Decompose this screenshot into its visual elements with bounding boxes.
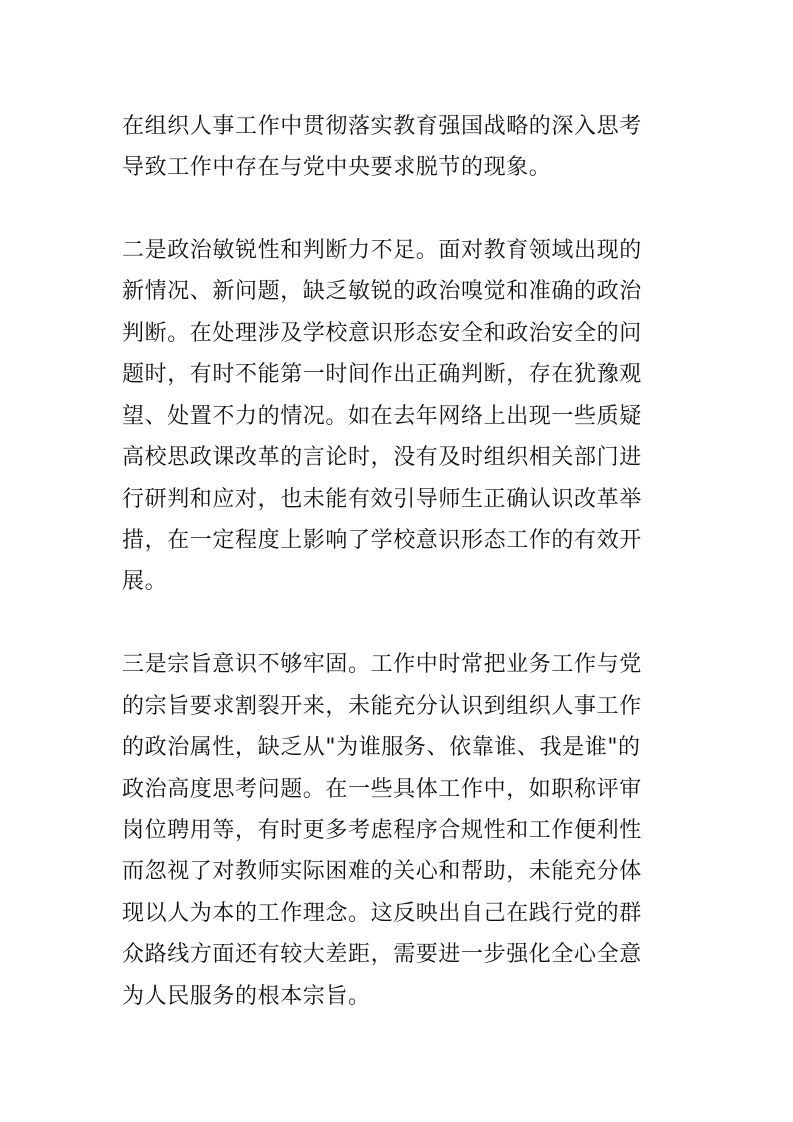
text-line: 行研判和应对，也未能有效引导师生正确认识改革举 (122, 487, 642, 512)
text-line: 二是政治敏锐性和判断力不足。面对教育领域出现的 (122, 238, 642, 263)
text-line: 现以人为本的工作理念。这反映出自己在践行党的群 (122, 901, 642, 926)
text-line: 政治高度思考问题。在一些具体工作中，如职称评审 (122, 777, 642, 802)
text-line: 导致工作中存在与党中央要求脱节的现象。 (122, 155, 552, 180)
text-line: 题时，有时不能第一时间作出正确判断，存在犹豫观 (122, 362, 642, 387)
text-line: 的政治属性，缺乏从"为谁服务、依靠谁、我是谁"的 (122, 735, 641, 760)
text-line: 措，在一定程度上影响了学校意识形态工作的有效开 (122, 528, 642, 553)
text-line: 众路线方面还有较大差距，需要进一步强化全心全意 (122, 942, 642, 967)
text-line: 三是宗旨意识不够牢固。工作中时常把业务工作与党 (122, 652, 642, 677)
text-line: 的宗旨要求割裂开来，未能充分认识到组织人事工作 (122, 694, 642, 719)
text-line: 展。 (122, 569, 168, 594)
text-line: 为人民服务的根本宗旨。 (122, 984, 371, 1009)
text-line: 在组织人事工作中贯彻落实教育强国战略的深入思考 (122, 114, 642, 139)
text-line: 判断。在处理涉及学校意识形态安全和政治安全的问 (122, 321, 642, 346)
text-line: 高校思政课改革的言论时，没有及时组织相关部门进 (122, 445, 642, 470)
text-line: 望、处置不力的情况。如在去年网络上出现一些质疑 (122, 404, 642, 429)
text-line: 而忽视了对教师实际困难的关心和帮助，未能充分体 (122, 859, 642, 884)
text-line: 新情况、新问题，缺乏敏锐的政治嗅觉和准确的政治 (122, 279, 642, 304)
text-line: 岗位聘用等，有时更多考虑程序合规性和工作便利性 (122, 818, 642, 843)
